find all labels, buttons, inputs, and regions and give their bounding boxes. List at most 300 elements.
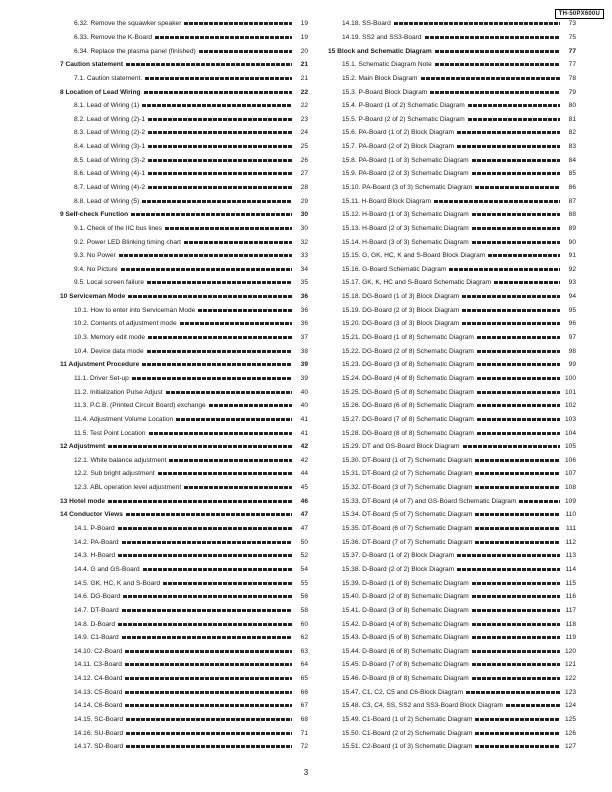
toc-entry-title: 14.8. D-Board: [74, 620, 116, 628]
toc-entry-page: 45: [300, 484, 308, 492]
toc-entry[interactable]: [60, 303, 308, 317]
toc-entry-page: 24: [300, 129, 308, 137]
toc-entry[interactable]: [328, 563, 576, 577]
toc-entry-title: 15.34. DT-Board (5 of 7) Schematic Diagram: [342, 511, 473, 519]
dot-leader: [125, 650, 292, 653]
dot-leader: [449, 268, 560, 271]
dot-leader: [126, 745, 292, 748]
toc-entry[interactable]: [328, 467, 576, 481]
toc-entry[interactable]: [60, 167, 308, 181]
toc-entry[interactable]: [60, 358, 308, 372]
toc-entry[interactable]: [328, 181, 576, 195]
toc-entry-title: 15.51. C2-Board (1 of 3) Schematic Diagram: [342, 743, 473, 751]
toc-entry[interactable]: [328, 126, 576, 140]
toc-entry[interactable]: [60, 535, 308, 549]
toc-entry-page: 39: [300, 361, 308, 369]
toc-entry-title: 8.8. Lead of Wiring (5): [74, 197, 140, 205]
toc-entry-title: 6.33. Remove the K-Board: [74, 33, 153, 41]
toc-entry-title: 15.3. P-Board Block Diagram: [342, 88, 428, 96]
toc-entry-page: 26: [300, 156, 308, 164]
toc-entry-page: 96: [568, 320, 576, 328]
toc-entry[interactable]: [328, 194, 576, 208]
toc-entry[interactable]: [328, 331, 576, 345]
toc-entry[interactable]: [60, 644, 308, 658]
toc-entry[interactable]: [328, 699, 576, 713]
dot-leader: [475, 718, 560, 721]
toc-entry[interactable]: [328, 44, 576, 58]
toc-entry[interactable]: [328, 99, 576, 113]
toc-entry-title: 9.5. Local screen failure: [74, 279, 145, 287]
dot-leader: [477, 418, 560, 421]
toc-entry-page: 127: [564, 743, 576, 751]
toc-entry-title: 12.3. ABL operation level adjustment: [74, 484, 182, 492]
dot-leader: [169, 459, 292, 462]
toc-entry-page: 81: [568, 115, 576, 123]
toc-entry[interactable]: [328, 549, 576, 563]
dot-leader: [123, 595, 292, 598]
toc-entry-page: 89: [568, 224, 576, 232]
toc-entry-page: 36: [300, 306, 308, 314]
dot-leader: [184, 22, 292, 25]
toc-entry-page: 115: [565, 579, 576, 587]
toc-entry-page: 28: [300, 184, 308, 191]
dot-leader: [394, 22, 560, 25]
toc-entry-page: 120: [564, 647, 576, 655]
toc-entry-page: 126: [564, 729, 576, 737]
toc-entry[interactable]: [60, 17, 308, 31]
toc-entry[interactable]: [60, 426, 308, 440]
toc-entry[interactable]: [60, 672, 308, 686]
toc-entry[interactable]: [328, 726, 576, 740]
toc-entry[interactable]: [60, 494, 308, 508]
toc-entry-title: 15.2. Main Block Diagram: [342, 74, 418, 82]
toc-entry[interactable]: [328, 31, 576, 45]
toc-entry[interactable]: [60, 85, 308, 99]
toc-entry[interactable]: [328, 372, 576, 386]
toc-entry-title: 15.35. DT-Board (6 of 7) Schematic Diagram: [342, 525, 473, 533]
toc-entry[interactable]: [60, 699, 308, 713]
toc-entry[interactable]: [60, 153, 308, 167]
toc-entry-title: 9.4. No Picture: [74, 265, 118, 273]
toc-entry-title: 10.1. How to enter into Serviceman Mode: [74, 306, 196, 314]
toc-entry-page: 32: [300, 238, 308, 246]
toc-entry[interactable]: [60, 344, 308, 358]
toc-entry-title: 11.1. Driver Set-up: [74, 374, 129, 382]
toc-entry[interactable]: [328, 167, 576, 181]
dot-leader: [477, 432, 560, 435]
toc-entry[interactable]: [328, 358, 576, 372]
toc-entry[interactable]: [328, 590, 576, 604]
toc-entry[interactable]: [60, 685, 308, 699]
toc-entry-title: 9.2. Power LED Blinking timing chart: [74, 238, 182, 246]
toc-entry[interactable]: [60, 99, 308, 113]
toc-entry[interactable]: [328, 522, 576, 536]
toc-entry-title: 15.36. DT-Board (7 of 7) Schematic Diagram: [342, 538, 473, 546]
toc-entry-page: 107: [564, 470, 576, 478]
toc-entry-title: 8.7. Lead of Wiring (4)-2: [74, 184, 146, 191]
toc-entry[interactable]: [328, 658, 576, 672]
dot-leader: [457, 568, 560, 571]
toc-entry-page: 62: [300, 634, 308, 642]
toc-entry[interactable]: [60, 549, 308, 563]
toc-entry[interactable]: [60, 563, 308, 577]
toc-entry[interactable]: [328, 617, 576, 631]
dot-leader: [462, 295, 560, 298]
toc-entry[interactable]: [60, 276, 308, 290]
toc-entry[interactable]: [328, 72, 576, 86]
toc-entry[interactable]: [60, 58, 308, 72]
toc-entry-page: 111: [565, 525, 576, 533]
dot-leader: [147, 350, 292, 353]
dot-leader: [425, 36, 560, 39]
toc-entry[interactable]: [328, 317, 576, 331]
toc-entry[interactable]: [328, 112, 576, 126]
toc-entry-title: 15.50. C1-Board (2 of 2) Schematic Diagram: [342, 729, 473, 737]
toc-entry-title: 14.17. SD-Board: [74, 743, 124, 751]
toc-entry[interactable]: [328, 153, 576, 167]
toc-entry[interactable]: [60, 385, 308, 399]
toc-entry-page: 63: [300, 647, 308, 655]
toc-entry-page: 50: [300, 538, 308, 546]
toc-entry[interactable]: [328, 644, 576, 658]
dot-leader: [198, 309, 292, 312]
toc-entry[interactable]: [60, 726, 308, 740]
dot-leader: [122, 609, 292, 612]
dot-leader: [148, 118, 292, 121]
toc-entry[interactable]: [328, 140, 576, 154]
toc-entry-page: 36: [300, 320, 308, 328]
toc-entry-title: 15.26. DG-Board (6 of 8) Schematic Diagram: [342, 402, 474, 410]
toc-entry[interactable]: [60, 740, 308, 754]
toc-entry[interactable]: [60, 454, 308, 468]
toc-entry[interactable]: [328, 576, 576, 590]
dot-leader: [108, 445, 292, 448]
dot-leader: [125, 663, 292, 666]
toc-entry[interactable]: [60, 713, 308, 727]
toc-entry-page: 19: [300, 33, 308, 41]
toc-entry-title: 9.1. Check of the IIC bus lines: [74, 224, 162, 232]
dot-leader: [184, 486, 292, 489]
toc-entry[interactable]: [328, 740, 576, 754]
dot-leader: [147, 281, 292, 284]
toc-entry-title: 14.6. DG-Board: [74, 593, 121, 601]
dot-leader: [477, 336, 560, 339]
toc-entry-page: 78: [568, 74, 576, 82]
dot-leader: [118, 554, 292, 557]
toc-entry-page: 58: [300, 606, 308, 614]
toc-entry-page: 112: [565, 538, 576, 546]
toc-entry-page: 19: [300, 20, 308, 28]
toc-entry[interactable]: [60, 249, 308, 263]
dot-leader: [148, 186, 292, 189]
dot-leader: [472, 159, 560, 162]
dot-leader: [477, 377, 560, 380]
toc-entry-title: 15.39. D-Board (1 of 8) Schematic Diagram: [342, 579, 469, 587]
toc-entry-page: 83: [568, 143, 576, 151]
toc-entry[interactable]: [328, 344, 576, 358]
dot-leader: [209, 404, 292, 407]
toc-entry[interactable]: [60, 235, 308, 249]
dot-leader: [176, 418, 292, 421]
dot-leader: [148, 172, 292, 175]
dot-leader: [180, 322, 292, 325]
toc-entry[interactable]: [328, 385, 576, 399]
toc-entry[interactable]: [328, 276, 576, 290]
dot-leader: [519, 500, 560, 503]
toc-entry-page: 39: [300, 374, 308, 382]
toc-entry-page: 106: [564, 456, 576, 464]
dot-leader: [472, 595, 560, 598]
dot-leader: [155, 36, 292, 39]
toc-entry[interactable]: [60, 440, 308, 454]
toc-entry-page: 95: [568, 306, 576, 314]
toc-entry-title: 15.46. D-Board (8 of 8) Schematic Diagram: [342, 675, 469, 683]
toc-entry[interactable]: [328, 494, 576, 508]
toc-entry-page: 41: [300, 429, 308, 437]
toc-entry-title: 15.27. DG-Board (7 of 8) Schematic Diagram: [342, 415, 474, 423]
toc-entry-title: 15.37. D-Board (1 of 2) Block Diagram: [342, 552, 455, 560]
toc-entry[interactable]: [328, 208, 576, 222]
toc-entry-page: 35: [300, 279, 308, 287]
toc-entry-title: 14.16. SU-Board: [74, 729, 124, 737]
toc-entry[interactable]: [328, 426, 576, 440]
toc-entry-title: 15.42. D-Board (4 of 8) Schematic Diagram: [342, 620, 469, 628]
toc-entry-title: 8.3. Lead of Wiring (2)-2: [74, 129, 146, 137]
toc-entry-title: 15.14. H-Board (3 of 3) Schematic Diagram: [342, 238, 469, 246]
dot-leader: [149, 432, 292, 435]
toc-entry[interactable]: [60, 317, 308, 331]
toc-entry-page: 27: [300, 170, 308, 178]
dot-leader: [472, 227, 560, 230]
toc-entry-page: 109: [564, 497, 576, 505]
toc-entry[interactable]: [60, 590, 308, 604]
toc-entry-page: 118: [565, 620, 576, 628]
toc-entry-page: 36: [300, 293, 308, 301]
toc-entry[interactable]: [60, 331, 308, 345]
toc-entry-page: 75: [568, 33, 576, 41]
dot-leader: [125, 704, 292, 707]
toc-entry[interactable]: [60, 413, 308, 427]
toc-entry[interactable]: [60, 617, 308, 631]
dot-leader: [132, 377, 292, 380]
toc-entry[interactable]: [328, 303, 576, 317]
dot-leader: [472, 241, 560, 244]
toc-entry-page: 52: [300, 552, 308, 560]
toc-entry-page: 25: [300, 143, 308, 151]
dot-leader: [475, 732, 560, 735]
toc-entry[interactable]: [328, 454, 576, 468]
toc-entry[interactable]: [60, 31, 308, 45]
toc-entry-title: 14.4. G and GS-Board: [74, 565, 140, 573]
toc-entry[interactable]: [60, 604, 308, 618]
toc-entry[interactable]: [328, 672, 576, 686]
toc-entry-title: 15.21. DG-Board (1 of 8) Schematic Diagram: [342, 334, 474, 342]
toc-entry-page: 38: [300, 347, 308, 355]
toc-entry[interactable]: [328, 604, 576, 618]
dot-leader: [488, 254, 560, 257]
toc-entry[interactable]: [60, 194, 308, 208]
toc-entry-page: 60: [300, 620, 308, 628]
toc-entry-title: 8.4. Lead of Wiring (3)-1: [74, 143, 146, 151]
toc-entry-title: 15.20. DG-Board (3 of 3) Block Diagram: [342, 320, 460, 328]
toc-entry-title: 15.1. Schematic Diagram Note: [342, 61, 432, 69]
toc-entry[interactable]: [60, 208, 308, 222]
dot-leader: [462, 322, 560, 325]
toc-entry-page: 121: [564, 661, 576, 669]
toc-entry-page: 114: [565, 565, 576, 573]
toc-entry-title: 15.30. DT-Board (1 of 7) Schematic Diagram: [342, 456, 473, 464]
toc-entry[interactable]: [60, 263, 308, 277]
toc-entry-page: 88: [568, 211, 576, 219]
toc-entry-title: 14.2. PA-Board: [74, 538, 119, 546]
dot-leader: [475, 459, 560, 462]
page-number: 3: [303, 768, 309, 777]
toc-entry[interactable]: [60, 399, 308, 413]
toc-entry-title: 14.18. SS-Board: [342, 20, 391, 28]
dot-leader: [145, 77, 292, 80]
toc-entry[interactable]: [328, 85, 576, 99]
dot-leader: [108, 500, 292, 503]
toc-entry-title: 8.6. Lead of Wiring (4)-1: [74, 170, 146, 178]
toc-entry[interactable]: [60, 508, 308, 522]
toc-entry[interactable]: [60, 631, 308, 645]
toc-entry[interactable]: [60, 576, 308, 590]
toc-entry-title: 8.1. Lead of Wiring (1): [74, 102, 140, 110]
toc-entry[interactable]: [60, 44, 308, 58]
dot-leader: [472, 213, 560, 216]
toc-entry[interactable]: [328, 481, 576, 495]
toc-entry-page: 73: [568, 20, 576, 28]
toc-entry-page: 40: [300, 402, 308, 410]
toc-entry-page: 82: [568, 129, 576, 137]
toc-entry[interactable]: [60, 467, 308, 481]
toc-entry[interactable]: [60, 522, 308, 536]
dot-leader: [142, 363, 292, 366]
dot-leader: [118, 623, 292, 626]
toc-entry-title: 15.15. G, GK, HC, K and S-Board Block Diagram: [342, 252, 486, 260]
toc-entry-title: 15.16. G-Board Schematic Diagram: [342, 265, 447, 273]
dot-leader: [472, 663, 560, 666]
toc-entry[interactable]: [60, 290, 308, 304]
toc-entry-page: 21: [300, 61, 308, 69]
dot-leader: [119, 254, 292, 257]
toc-entry[interactable]: [60, 112, 308, 126]
toc-entry-title: 8 Location of Lead Wiring: [60, 88, 141, 96]
toc-entry-title: 12.2. Sub bright adjustment: [74, 470, 155, 478]
toc-entry-page: 67: [300, 702, 308, 710]
toc-entry-title: 12 Adjustment: [60, 443, 106, 451]
dot-leader: [118, 527, 292, 530]
toc-entry-page: 113: [565, 552, 576, 560]
toc-entry[interactable]: [328, 235, 576, 249]
dot-leader: [463, 445, 560, 448]
dot-leader: [475, 486, 560, 489]
toc-entry[interactable]: [328, 290, 576, 304]
toc-entry-title: 15.40. D-Board (2 of 8) Schematic Diagram: [342, 593, 469, 601]
toc-entry[interactable]: [328, 17, 576, 31]
toc-entry[interactable]: [328, 222, 576, 236]
toc-entry-page: 40: [300, 388, 308, 396]
dot-leader: [466, 691, 560, 694]
toc-entry-page: 55: [300, 579, 308, 587]
toc-entry-page: 93: [568, 279, 576, 287]
dot-leader: [475, 513, 560, 516]
dot-leader: [126, 718, 292, 721]
toc-entry-page: 34: [300, 265, 308, 273]
dot-leader: [477, 404, 560, 407]
toc-entry-title: 15.17. GK, K, HC and S-Board Schematic Diagram: [342, 279, 492, 287]
toc-entry-page: 54: [300, 565, 308, 573]
toc-entry-title: 11.4. Adjustment Volume Location: [74, 415, 174, 423]
toc-entry[interactable]: [60, 658, 308, 672]
toc-entry-page: 30: [300, 224, 308, 232]
toc-entry[interactable]: [328, 249, 576, 263]
dot-leader: [122, 541, 292, 544]
dot-leader: [126, 513, 292, 516]
dot-leader: [472, 636, 560, 639]
toc-entry[interactable]: [328, 631, 576, 645]
toc-entry[interactable]: [60, 126, 308, 140]
toc-entry-page: 44: [300, 470, 308, 478]
toc-entry[interactable]: [328, 399, 576, 413]
toc-entry[interactable]: [328, 535, 576, 549]
toc-entry-page: 86: [568, 184, 576, 191]
toc-entry-page: 64: [300, 661, 308, 669]
dot-leader: [475, 186, 560, 189]
toc-entry-page: 105: [564, 443, 576, 451]
toc-entry-page: 119: [565, 634, 576, 642]
toc-entry-title: 15.10. PA-Board (3 of 3) Schematic Diagram: [342, 184, 473, 191]
toc-entry-page: 110: [565, 511, 576, 519]
toc-entry-title: 14.19. SS2 and SS3-Board: [342, 33, 422, 41]
dot-leader: [472, 650, 560, 653]
toc-entry-page: 92: [568, 265, 576, 273]
dot-leader: [142, 104, 292, 107]
toc-entry-page: 123: [564, 688, 576, 696]
toc-entry[interactable]: [328, 685, 576, 699]
toc-entry-title: 15.5. P-Board (2 of 2) Schematic Diagram: [342, 115, 465, 123]
dot-leader: [472, 172, 560, 175]
toc-entry-title: 15.45. D-Board (7 of 8) Schematic Diagram: [342, 661, 469, 669]
toc-entry-title: 10.2. Contents of adjustment mode: [74, 320, 177, 328]
toc-entry-page: 22: [300, 102, 308, 110]
toc-entry[interactable]: [328, 508, 576, 522]
toc-entry-page: 46: [300, 497, 308, 505]
dot-leader: [462, 309, 560, 312]
toc-entry-page: 66: [300, 688, 308, 696]
toc-entry[interactable]: [328, 263, 576, 277]
toc-entry-page: 29: [300, 197, 308, 205]
toc-entry[interactable]: [328, 58, 576, 72]
dot-leader: [165, 227, 292, 230]
toc-entry-title: 14.5. GK, HC, K and S-Board: [74, 579, 161, 587]
toc-entry[interactable]: [60, 481, 308, 495]
toc-entry[interactable]: [60, 181, 308, 195]
toc-entry-page: 84: [568, 156, 576, 164]
toc-entry-page: 21: [300, 74, 308, 82]
toc-entry-page: 22: [300, 88, 308, 96]
toc-entry-title: 15.33. DT-Board (4 of 7) and GS-Board Schematic Diagram: [342, 497, 517, 505]
toc-entry-page: 37: [300, 334, 308, 342]
toc-entry[interactable]: [328, 413, 576, 427]
toc-entry[interactable]: [60, 72, 308, 86]
model-number-badge: TH-50PX600U: [555, 9, 604, 19]
toc-entry[interactable]: [328, 440, 576, 454]
toc-entry[interactable]: [60, 372, 308, 386]
toc-entry[interactable]: [60, 140, 308, 154]
toc-entry[interactable]: [60, 222, 308, 236]
toc-entry[interactable]: [328, 713, 576, 727]
